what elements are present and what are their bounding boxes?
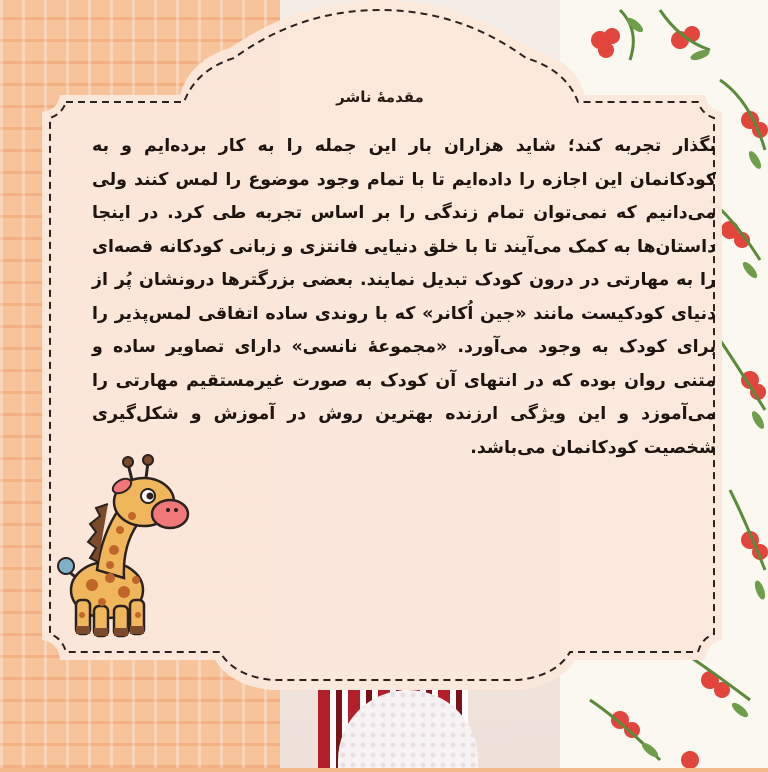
giraffe-illustration (52, 450, 202, 640)
preface-text: بگذار تجربه کند؛ شاید هزاران بار این جمله را به کار برده‌ایم و به کودکانمان این اجازه را داده‌ایم تا با تمام وجود موضوع را لمس کنند ولی می‌دانیم که نمی‌توان تمام زندگی را بر اساس تجربه طی کرد. در اینجا داستان‌ها به کمک می‌آیند تا با خلق دنیایی فانتزی و زبانی کودکانه قصه‌ای را به مهارتی در درون کودک تبدیل نمایند. بعضی بزرگترها درونشان پُر از دنیای کودکیست مانند «جین اُکانر» که با روندی ساده اتفاقی لمس‌پذیر را برای کودک به وجود می‌آورد. «مجموعهٔ نانسی» دارای تصاویر ساده و متنی روان بوده که در انتهای آن کودک به صورت غیرمستقیم مهارتی را می‌آموزد و این ویژگی ارزنده بهترین روش در آموزش و شکل‌گیری شخصیت کودکانمان می‌باشد. (92, 136, 716, 458)
page-title: مقدمهٔ ناشر (336, 88, 424, 106)
